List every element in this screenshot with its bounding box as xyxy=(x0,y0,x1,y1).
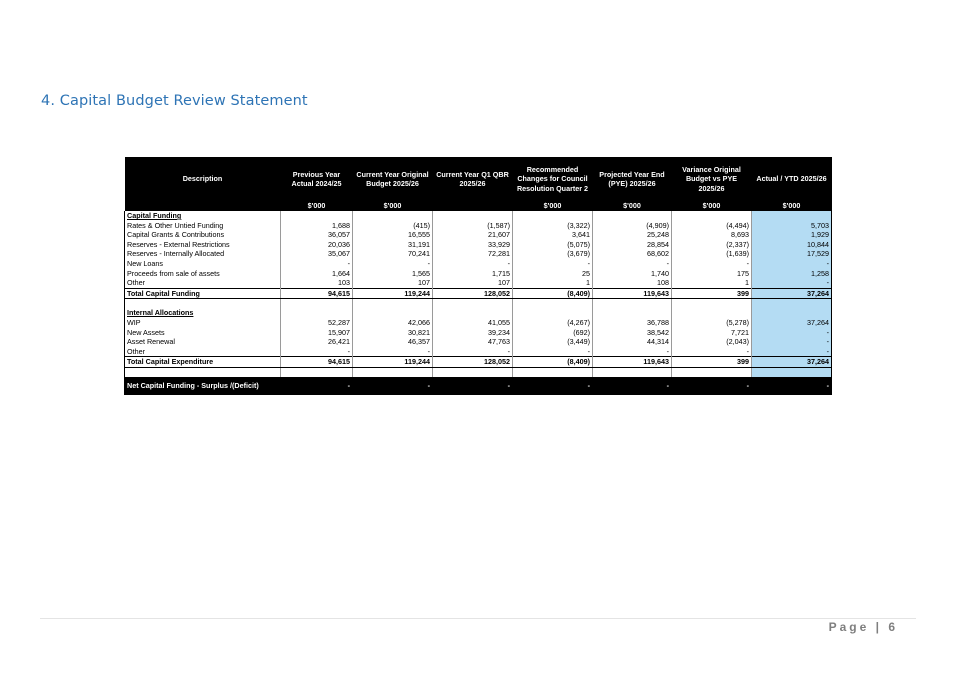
total-capital-funding-row xyxy=(125,288,832,299)
cell-value: 119,244 xyxy=(353,357,433,368)
table-header-row xyxy=(125,157,832,201)
cell-value: (3,679) xyxy=(513,249,593,259)
cell-value: - xyxy=(513,347,593,357)
table-row xyxy=(125,337,832,347)
cell-value: 107 xyxy=(433,278,513,288)
column-header: Actual / YTD 2025/26 xyxy=(752,157,832,201)
column-header: Previous Year Actual 2024/25 xyxy=(281,157,353,201)
column-header: Variance Original Budget vs PYE 2025/26 xyxy=(672,157,752,201)
cell-value: - xyxy=(513,259,593,269)
column-header: Projected Year End (PYE) 2025/26 xyxy=(593,157,672,201)
cell-value: 38,542 xyxy=(593,328,672,338)
cell-value: 128,052 xyxy=(433,288,513,299)
cell-value: - xyxy=(752,377,832,394)
cell-value: (5,075) xyxy=(513,240,593,250)
cell-value: (1,587) xyxy=(433,221,513,231)
page-number: Page | 6 xyxy=(828,620,898,634)
spacer-row xyxy=(125,299,832,309)
unit-label: $'000 xyxy=(281,201,353,211)
table-row xyxy=(125,347,832,357)
unit-label xyxy=(125,201,281,211)
empty-cell xyxy=(281,367,353,377)
cell-value: 46,357 xyxy=(353,337,433,347)
cell-value: 399 xyxy=(672,357,752,368)
cell-value: (692) xyxy=(513,328,593,338)
cell-value: 25 xyxy=(513,269,593,279)
unit-label: $'000 xyxy=(353,201,433,211)
cell-value: 72,281 xyxy=(433,249,513,259)
empty-cell xyxy=(593,299,672,309)
empty-cell xyxy=(513,367,593,377)
row-label: Total Capital Expenditure xyxy=(125,357,281,368)
empty-cell xyxy=(752,211,832,221)
cell-value: (5,278) xyxy=(672,318,752,328)
cell-value: - xyxy=(672,377,752,394)
section-title: Internal Allocations xyxy=(127,308,194,318)
row-label: Net Capital Funding - Surplus /(Deficit) xyxy=(125,377,281,394)
cell-value: 1,740 xyxy=(593,269,672,279)
table-units-row xyxy=(125,201,832,211)
cell-value: 1,664 xyxy=(281,269,353,279)
cell-value: 399 xyxy=(672,288,752,299)
cell-value: 10,844 xyxy=(752,240,832,250)
cell-value: 1,565 xyxy=(353,269,433,279)
cell-value: 36,057 xyxy=(281,230,353,240)
table-row xyxy=(125,269,832,279)
total-capital-expenditure-row xyxy=(125,357,832,368)
section-capital-funding xyxy=(125,211,832,221)
cell-value: 128,052 xyxy=(433,357,513,368)
cell-value: - xyxy=(672,347,752,357)
cell-value: 3,641 xyxy=(513,230,593,240)
cell-value: 20,036 xyxy=(281,240,353,250)
cell-value: 36,788 xyxy=(593,318,672,328)
cell-value: (4,909) xyxy=(593,221,672,231)
row-label: Proceeds from sale of assets xyxy=(127,268,220,278)
column-header: Description xyxy=(125,157,281,201)
cell-value: 175 xyxy=(672,269,752,279)
cell-value: 37,264 xyxy=(752,288,832,299)
section-title: Capital Funding xyxy=(127,211,182,220)
cell-value: 39,234 xyxy=(433,328,513,338)
cell-value: (3,322) xyxy=(513,221,593,231)
cell-value: - xyxy=(672,259,752,269)
cell-value: (4,494) xyxy=(672,221,752,231)
cell-value: 47,763 xyxy=(433,337,513,347)
row-label: Asset Renewal xyxy=(127,337,175,347)
net-capital-funding-row xyxy=(125,377,832,394)
row-label: New Loans xyxy=(127,258,163,268)
table-row xyxy=(125,318,832,328)
cell-value: - xyxy=(593,377,672,394)
empty-cell xyxy=(433,367,513,377)
row-label: Total Capital Funding xyxy=(125,288,281,299)
cell-value: 68,602 xyxy=(593,249,672,259)
spacer-row xyxy=(125,367,832,377)
cell-value: 42,066 xyxy=(353,318,433,328)
cell-value: 33,929 xyxy=(433,240,513,250)
cell-value: - xyxy=(353,347,433,357)
table-row xyxy=(125,230,832,240)
row-label: Other xyxy=(127,278,145,288)
cell-value: 25,248 xyxy=(593,230,672,240)
cell-value: 1,258 xyxy=(752,269,832,279)
capital-budget-table xyxy=(124,157,832,395)
cell-value: - xyxy=(433,347,513,357)
cell-value: - xyxy=(353,259,433,269)
cell-value: - xyxy=(281,259,353,269)
cell-value: 8,693 xyxy=(672,230,752,240)
cell-value: 52,287 xyxy=(281,318,353,328)
row-label: Capital Grants & Contributions xyxy=(127,230,225,240)
row-label: Reserves - External Restrictions xyxy=(127,239,230,249)
cell-value: - xyxy=(433,377,513,394)
cell-value: (2,337) xyxy=(672,240,752,250)
cell-value: 21,607 xyxy=(433,230,513,240)
row-label: Reserves - Internally Allocated xyxy=(127,249,225,259)
empty-cell xyxy=(433,211,513,221)
empty-cell xyxy=(433,308,513,318)
row-label: New Assets xyxy=(127,327,165,337)
empty-cell xyxy=(281,211,353,221)
empty-cell xyxy=(513,299,593,309)
cell-value: - xyxy=(513,377,593,394)
empty-cell xyxy=(752,308,832,318)
cell-value: 17,529 xyxy=(752,249,832,259)
column-header: Current Year Original Budget 2025/26 xyxy=(353,157,433,201)
empty-cell xyxy=(281,308,353,318)
cell-value: - xyxy=(752,347,832,357)
cell-value: 35,067 xyxy=(281,249,353,259)
unit-label: $'000 xyxy=(513,201,593,211)
unit-label: $'000 xyxy=(672,201,752,211)
column-header: Current Year Q1 QBR 2025/26 xyxy=(433,157,513,201)
cell-value: (3,449) xyxy=(513,337,593,347)
cell-value: 94,615 xyxy=(281,288,353,299)
empty-cell xyxy=(125,367,281,377)
cell-value: (1,639) xyxy=(672,249,752,259)
empty-cell xyxy=(752,299,832,309)
row-label: WIP xyxy=(127,317,141,327)
cell-value: 119,643 xyxy=(593,357,672,368)
unit-label: $'000 xyxy=(593,201,672,211)
empty-cell xyxy=(433,299,513,309)
empty-cell xyxy=(513,211,593,221)
cell-value: 1 xyxy=(513,278,593,288)
table-row xyxy=(125,259,832,269)
cell-value: (4,267) xyxy=(513,318,593,328)
empty-cell xyxy=(593,211,672,221)
cell-value: 16,555 xyxy=(353,230,433,240)
section-heading: 4. Capital Budget Review Statement xyxy=(41,93,308,109)
table-row xyxy=(125,278,832,288)
cell-value: 5,703 xyxy=(752,221,832,231)
cell-value: 119,244 xyxy=(353,288,433,299)
empty-cell xyxy=(672,211,752,221)
column-header: Recommended Changes for Council Resolution Quarter 2 xyxy=(513,157,593,201)
empty-cell xyxy=(672,299,752,309)
empty-cell xyxy=(353,299,433,309)
cell-value: 31,191 xyxy=(353,240,433,250)
empty-cell xyxy=(593,367,672,377)
empty-cell xyxy=(672,308,752,318)
empty-cell xyxy=(752,367,832,377)
section-internal-allocations xyxy=(125,308,832,318)
empty-cell xyxy=(672,367,752,377)
unit-label xyxy=(433,201,513,211)
empty-cell xyxy=(513,308,593,318)
cell-value: (8,409) xyxy=(513,288,593,299)
row-label: Rates & Other Untied Funding xyxy=(127,220,224,230)
table-row xyxy=(125,328,832,338)
cell-value: 37,264 xyxy=(752,318,832,328)
unit-label: $'000 xyxy=(752,201,832,211)
cell-value: - xyxy=(281,377,353,394)
empty-cell xyxy=(593,308,672,318)
cell-value: (415) xyxy=(353,221,433,231)
cell-value: (2,043) xyxy=(672,337,752,347)
cell-value: 94,615 xyxy=(281,357,353,368)
footer-divider xyxy=(40,618,916,619)
cell-value: - xyxy=(752,278,832,288)
cell-value: - xyxy=(281,347,353,357)
row-label: Other xyxy=(127,346,145,356)
cell-value: 41,055 xyxy=(433,318,513,328)
cell-value: 70,241 xyxy=(353,249,433,259)
cell-value: 30,821 xyxy=(353,328,433,338)
cell-value: 7,721 xyxy=(672,328,752,338)
cell-value: 1 xyxy=(672,278,752,288)
empty-cell xyxy=(281,299,353,309)
cell-value: 44,314 xyxy=(593,337,672,347)
cell-value: 37,264 xyxy=(752,357,832,368)
table-row xyxy=(125,249,832,259)
empty-cell xyxy=(353,308,433,318)
cell-value: - xyxy=(752,328,832,338)
cell-value: 119,643 xyxy=(593,288,672,299)
cell-value: - xyxy=(593,259,672,269)
cell-value: 1,929 xyxy=(752,230,832,240)
table-row xyxy=(125,221,832,231)
cell-value: 108 xyxy=(593,278,672,288)
empty-cell xyxy=(353,367,433,377)
cell-value: - xyxy=(353,377,433,394)
table-row xyxy=(125,240,832,250)
empty-cell xyxy=(353,211,433,221)
cell-value: 28,854 xyxy=(593,240,672,250)
cell-value: 1,688 xyxy=(281,221,353,231)
cell-value: 26,421 xyxy=(281,337,353,347)
cell-value: 107 xyxy=(353,278,433,288)
cell-value: 103 xyxy=(281,278,353,288)
empty-cell xyxy=(125,299,281,309)
cell-value: - xyxy=(752,337,832,347)
cell-value: - xyxy=(433,259,513,269)
cell-value: 15,907 xyxy=(281,328,353,338)
cell-value: - xyxy=(752,259,832,269)
cell-value: (8,409) xyxy=(513,357,593,368)
cell-value: 1,715 xyxy=(433,269,513,279)
cell-value: - xyxy=(593,347,672,357)
